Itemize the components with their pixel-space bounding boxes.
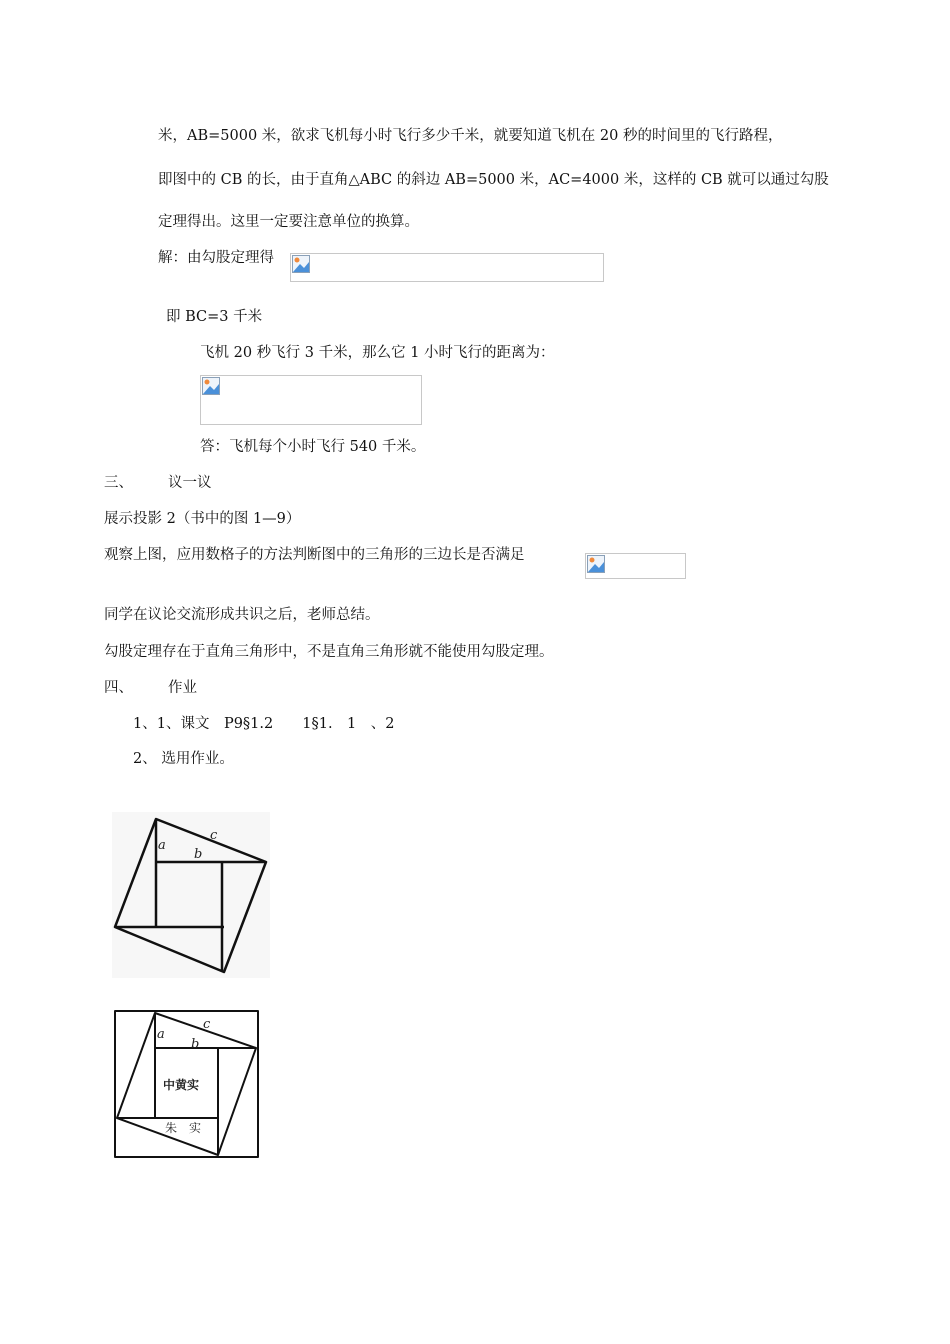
section4-title: 作业 [168,680,197,696]
projection-text: 展示投影 2（书中的图 1—9） [104,511,301,527]
fig1-label-c: c [210,828,218,843]
observe-text: 观察上图，应用数格子的方法判断图中的三角形的三边长是否满足 [104,547,525,563]
formula-image-placeholder-3 [585,553,686,579]
fig2-bottom-label: 朱 实 [165,1121,202,1135]
fig2-label-a: a [157,1027,165,1042]
section4-number: 四、 [104,680,133,696]
broken-image-icon [587,555,605,573]
broken-image-icon [292,255,310,273]
section3-number: 三、 [104,475,133,491]
discussion-text: 同学在议论交流形成共识之后，老师总结。 [104,607,380,623]
distance-text: 飞机 20 秒飞行 3 千米，那么它 1 小时飞行的距离为： [200,345,555,361]
paragraph-line-1: 米，AB=5000 米，欲求飞机每小时飞行多少千米，就要知道飞机在 20 秒的时间里的飞行路程， [158,128,783,144]
formula-image-placeholder-2 [200,375,422,425]
fig1-label-b: b [194,847,203,862]
homework-item-2: 2、 选用作业。 [133,751,234,767]
fig2-label-c: c [203,1017,211,1032]
pythagoras-figure-1 [112,812,270,978]
conclusion-text: 勾股定理存在于直角三角形中，不是直角三角形就不能使用勾股定理。 [104,644,554,660]
paragraph-line-3: 定理得出。这里一定要注意单位的换算。 [158,214,419,230]
fig1-label-a: a [158,838,166,853]
formula-image-placeholder-1 [290,253,604,282]
pythagoras-figure-2 [113,1008,260,1160]
bc-result: 即 BC=3 千米 [166,309,263,325]
paragraph-line-2: 即图中的 CB 的长，由于直角△ABC 的斜边 AB=5000 米，AC=4000 米，这样的 CB 就可以通过勾股 [158,172,829,188]
answer-text: 答：飞机每个小时飞行 540 千米。 [200,439,426,455]
homework-item-1: 1、1、课文 P9§1.2 1§1. 1 、2 [133,716,395,732]
broken-image-icon [202,377,220,395]
fig2-label-b: b [191,1037,200,1052]
section3-title: 议一议 [168,475,212,491]
solution-intro: 解：由勾股定理得 [158,250,274,266]
fig2-center-label: 中黄实 [163,1078,200,1092]
